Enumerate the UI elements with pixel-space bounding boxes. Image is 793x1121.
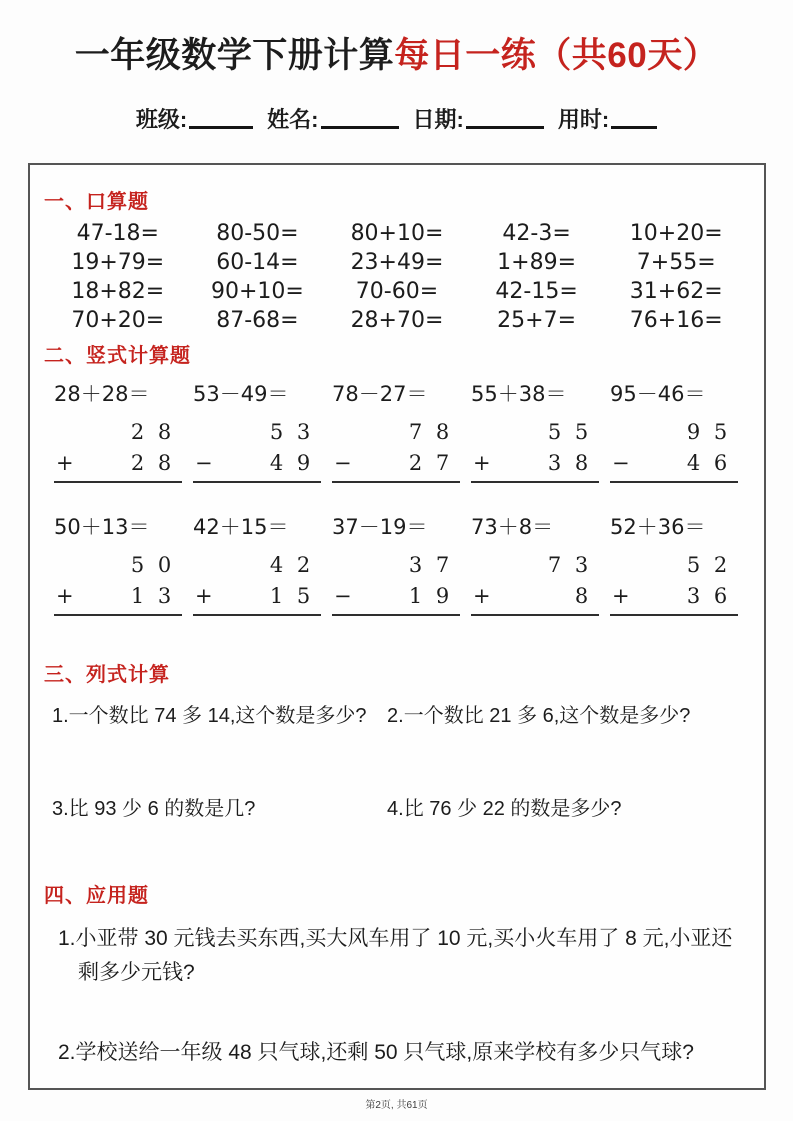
operator-sign: − [612, 451, 630, 475]
fill-in-blank-line [189, 109, 253, 129]
bottom-row [54, 451, 182, 475]
operator-sign: − [334, 584, 352, 608]
section-word-problems [44, 879, 750, 1070]
bottom-row [471, 451, 599, 475]
operator-sign: + [473, 451, 491, 475]
expression-problem: 1.一个数比 74 多 14,这个数是多少? [52, 705, 367, 727]
operator-sign: + [56, 451, 74, 475]
page-title [0, 0, 793, 78]
info-field-label: 用时: [557, 107, 610, 132]
digit: 7 [435, 553, 450, 577]
bottom-row [471, 584, 599, 608]
oral-problem: 70-60= [355, 279, 439, 304]
digit: 3 [296, 420, 311, 444]
vertical-problem [471, 378, 599, 483]
title-black-part: 一年级数学下册计算 [74, 36, 395, 75]
bottom-row [332, 451, 460, 475]
oral-problem: 10+20= [629, 221, 723, 246]
fill-in-blank-line [321, 109, 399, 129]
digit: 2 [296, 553, 311, 577]
top-number [193, 420, 321, 444]
bottom-row [54, 584, 182, 608]
info-field-label: 姓名: [267, 107, 319, 132]
digit: 1 [269, 584, 284, 608]
vertical-problem-equation: 55＋38＝ [471, 382, 567, 406]
answer-line [54, 481, 182, 483]
vertical-problem [54, 511, 182, 616]
digit: 8 [435, 420, 450, 444]
info-field [413, 103, 544, 134]
section-expression-calculation [44, 658, 750, 821]
vertical-problem-equation: 53－49＝ [193, 382, 289, 406]
operator-sign: + [56, 584, 74, 608]
oral-problem: 87-68= [216, 308, 299, 333]
digit: 5 [574, 420, 589, 444]
section-expression-heading: 三、列式计算 [44, 664, 170, 686]
vertical-problem [332, 378, 460, 483]
expression-row-2 [44, 792, 750, 821]
word-problem: 2.学校送给一年级 48 只气球,还剩 50 只气球,原来学校有多少只气球? [58, 1041, 694, 1064]
vertical-problem [54, 378, 182, 483]
digit: 0 [157, 553, 172, 577]
vertical-problem-equation: 52＋36＝ [610, 515, 706, 539]
digit: 1 [408, 584, 423, 608]
digit: 3 [408, 553, 423, 577]
vertical-problem [332, 511, 460, 616]
answer-line [610, 481, 738, 483]
info-field-label: 日期: [412, 107, 464, 132]
vertical-problem-equation: 42＋15＝ [193, 515, 289, 539]
digit: 5 [296, 584, 311, 608]
digit: 6 [713, 451, 728, 475]
expression-problem: 3.比 93 少 6 的数是几? [52, 798, 256, 820]
digit: 2 [130, 451, 145, 475]
word-problems [44, 922, 750, 1070]
vertical-problem-equation: 50＋13＝ [54, 515, 150, 539]
oral-problem: 7+55= [636, 250, 716, 275]
top-number [610, 420, 738, 444]
answer-line [193, 481, 321, 483]
section-vertical-calculation [44, 339, 750, 616]
answer-line [193, 614, 321, 616]
digit: 4 [269, 553, 284, 577]
oral-problem: 31+62= [629, 279, 723, 304]
vertical-problem [610, 511, 738, 616]
digit: 7 [435, 451, 450, 475]
bottom-row [332, 584, 460, 608]
info-field [136, 103, 253, 134]
answer-line [54, 614, 182, 616]
digit: 9 [296, 451, 311, 475]
oral-problem: 76+16= [629, 308, 723, 333]
info-field [558, 103, 657, 134]
operator-sign: + [612, 584, 630, 608]
digit: 5 [686, 553, 701, 577]
oral-problem: 80-50= [216, 221, 299, 246]
oral-problems-grid [44, 219, 750, 335]
oral-problem: 18+82= [71, 279, 165, 304]
word-problem: 1.小亚带 30 元钱去买东西,买大风车用了 10 元,买小火车用了 8 元,小亚还剩多少元钱? [58, 927, 733, 984]
section-oral-calculation [44, 185, 750, 335]
operator-sign: + [473, 584, 491, 608]
vertical-problem [471, 511, 599, 616]
digit: 8 [157, 420, 172, 444]
oral-problem: 42-3= [502, 221, 571, 246]
digit: 8 [574, 584, 589, 608]
top-number [332, 420, 460, 444]
digit: 9 [435, 584, 450, 608]
digit: 9 [686, 420, 701, 444]
student-info-line [0, 103, 793, 134]
digit: 5 [713, 420, 728, 444]
answer-line [471, 614, 599, 616]
oral-problem: 28+70= [350, 308, 444, 333]
expression-problem: 4.比 76 少 22 的数是多少? [387, 798, 622, 820]
title-red-part: 每日一练（共60天） [394, 36, 719, 75]
oral-problem: 80+10= [350, 221, 444, 246]
answer-line [471, 481, 599, 483]
oral-problem: 25+7= [497, 308, 577, 333]
fill-in-blank-line [611, 109, 657, 129]
vertical-problem-equation: 78－27＝ [332, 382, 428, 406]
vertical-problem-equation: 73＋8＝ [471, 515, 554, 539]
digit: 3 [547, 451, 562, 475]
info-field-label: 班级: [135, 107, 188, 132]
oral-problem: 60-14= [216, 250, 299, 275]
digit: 4 [269, 451, 284, 475]
oral-problem: 1+89= [497, 250, 577, 275]
top-number [193, 553, 321, 577]
top-number [332, 553, 460, 577]
answer-line [610, 614, 738, 616]
bottom-row [610, 584, 738, 608]
section-vertical-heading: 二、竖式计算题 [44, 345, 191, 367]
operator-sign: + [195, 584, 213, 608]
oral-problem: 90+10= [210, 279, 304, 304]
digit: 3 [574, 553, 589, 577]
vertical-problem-equation: 95－46＝ [610, 382, 706, 406]
top-number [54, 553, 182, 577]
expression-problem: 2.一个数比 21 多 6,这个数是多少? [387, 705, 691, 727]
top-number [471, 420, 599, 444]
digit: 3 [686, 584, 701, 608]
digit: 8 [574, 451, 589, 475]
section-oral-heading: 一、口算题 [44, 191, 149, 213]
vertical-row-2 [44, 511, 750, 616]
digit: 4 [686, 451, 701, 475]
oral-problem: 42-15= [495, 279, 578, 304]
bottom-row [610, 451, 738, 475]
oral-problem: 19+79= [71, 250, 165, 275]
operator-sign: − [195, 451, 213, 475]
vertical-problem [193, 378, 321, 483]
digit: 3 [157, 584, 172, 608]
digit: 2 [130, 420, 145, 444]
top-number [54, 420, 182, 444]
answer-line [332, 614, 460, 616]
digit: 1 [130, 584, 145, 608]
digit: 7 [547, 553, 562, 577]
top-number [610, 553, 738, 577]
worksheet-box [28, 163, 766, 1090]
answer-line [332, 481, 460, 483]
bottom-row [193, 451, 321, 475]
vertical-problem-equation: 28＋28＝ [54, 382, 150, 406]
digit: 2 [408, 451, 423, 475]
digit: 8 [157, 451, 172, 475]
oral-problem: 23+49= [350, 250, 444, 275]
vertical-problem-equation: 37－19＝ [332, 515, 428, 539]
info-field [267, 103, 398, 134]
fill-in-blank-line [466, 109, 544, 129]
digit: 5 [130, 553, 145, 577]
bottom-row [193, 584, 321, 608]
vertical-problem [610, 378, 738, 483]
digit: 2 [713, 553, 728, 577]
top-number [471, 553, 599, 577]
digit: 5 [547, 420, 562, 444]
digit: 6 [713, 584, 728, 608]
oral-problem: 47-18= [76, 221, 159, 246]
section-word-heading: 四、应用题 [44, 885, 149, 907]
vertical-row-1 [44, 378, 750, 483]
oral-problem: 70+20= [71, 308, 165, 333]
digit: 7 [408, 420, 423, 444]
expression-row-1 [44, 699, 750, 728]
page-footer: 第2页, 共61页 [365, 1100, 428, 1111]
vertical-problem [193, 511, 321, 616]
operator-sign: − [334, 451, 352, 475]
digit: 5 [269, 420, 284, 444]
